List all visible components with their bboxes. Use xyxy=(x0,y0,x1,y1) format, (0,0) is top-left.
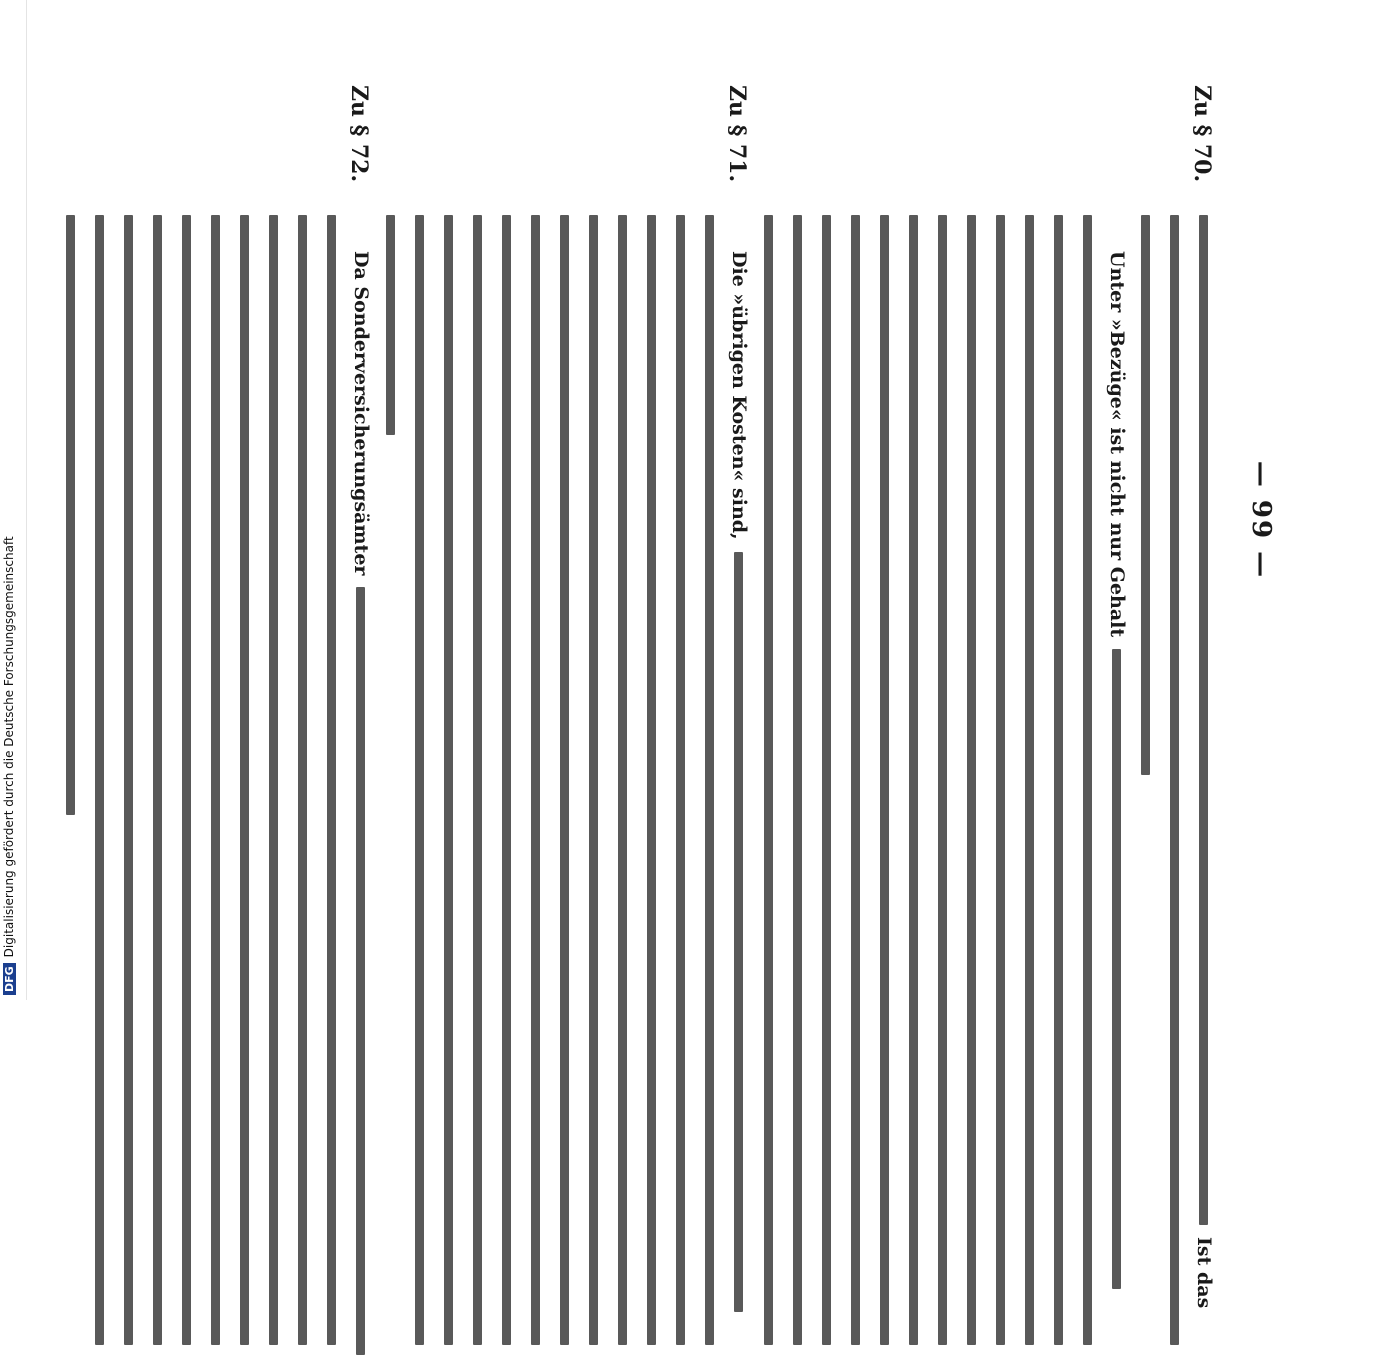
text-line xyxy=(205,215,227,1355)
footer-strip xyxy=(0,0,27,1000)
text-line xyxy=(1164,215,1186,1355)
text-line xyxy=(874,215,896,1355)
text-line xyxy=(903,215,925,1355)
section-label: Zu § 71. xyxy=(724,85,750,183)
text-line xyxy=(1193,215,1215,1355)
text-line xyxy=(292,215,314,1355)
text-line xyxy=(438,215,460,1355)
text-line xyxy=(612,215,634,1355)
text-line xyxy=(728,215,750,1355)
text-line xyxy=(670,215,692,1355)
text-line xyxy=(118,215,140,1355)
text-fragment: Da Sonderversicherungsämter xyxy=(350,251,372,576)
text-line xyxy=(554,215,576,1355)
body-text xyxy=(52,85,1215,1355)
page-number: — 99 — xyxy=(1246,460,1276,580)
text-line xyxy=(758,215,780,1355)
text-line xyxy=(525,215,547,1355)
text-fragment: Ist das xyxy=(1193,1237,1215,1309)
text-line xyxy=(234,215,256,1355)
section-par-71 xyxy=(380,85,750,1355)
text-line xyxy=(496,215,518,1355)
text-line xyxy=(699,215,721,1355)
text-fragment: Die »übrigen Kosten« sind, xyxy=(728,251,750,540)
text-fragment: Unter »Bezüge« ist nicht nur Gehalt xyxy=(1106,251,1128,638)
dfg-logo: DFG xyxy=(3,963,16,995)
text-line xyxy=(1106,215,1128,1355)
text-line xyxy=(816,215,838,1355)
text-line xyxy=(641,215,663,1355)
text-line xyxy=(409,215,431,1355)
text-line xyxy=(787,215,809,1355)
footer-credit xyxy=(2,5,16,995)
section-par-72 xyxy=(60,85,372,1355)
text-line xyxy=(89,215,111,1355)
text-line xyxy=(1077,215,1099,1355)
text-line xyxy=(961,215,983,1355)
text-line xyxy=(176,215,198,1355)
text-line xyxy=(583,215,605,1355)
text-line xyxy=(350,215,372,1355)
text-line xyxy=(1019,215,1041,1355)
section-par-70 xyxy=(758,85,1215,1355)
text-line xyxy=(321,215,343,1355)
text-line xyxy=(990,215,1012,1355)
text-line xyxy=(1048,215,1070,1355)
text-line xyxy=(263,215,285,1355)
text-line xyxy=(845,215,867,1355)
text-line xyxy=(60,215,82,1355)
text-line xyxy=(147,215,169,1355)
footer-text: Digitalisierung gefördert durch die Deutsche Forschungsgemeinschaft xyxy=(2,536,16,958)
text-line xyxy=(467,215,489,1355)
section-label: Zu § 70. xyxy=(1189,85,1215,183)
text-line xyxy=(1135,215,1157,1355)
section-label: Zu § 72. xyxy=(346,85,372,183)
text-line xyxy=(380,215,402,1355)
text-line xyxy=(932,215,954,1355)
scanned-page xyxy=(110,85,1276,1309)
